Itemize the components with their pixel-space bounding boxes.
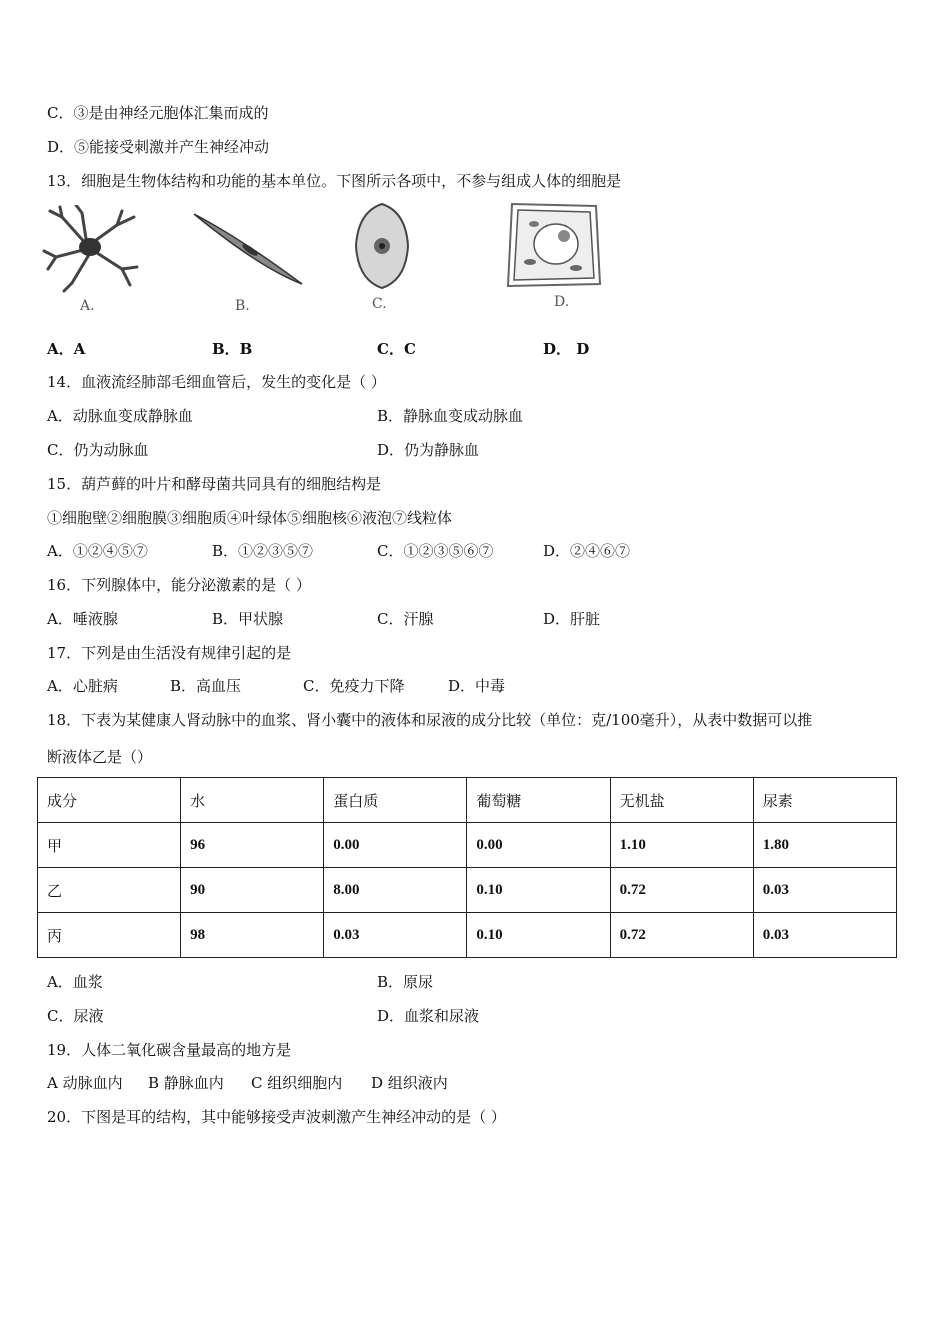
table-cell: 0.10 [467, 868, 610, 913]
q16-option-b: B．甲状腺 [212, 610, 284, 628]
q14-option-a: A．动脉血变成静脉血 [47, 407, 193, 425]
table-row [38, 823, 897, 868]
q15-option-d: D．②④⑥⑦ [543, 542, 631, 560]
q13-figure-row [42, 200, 622, 325]
q20-stem: 20．下图是耳的结构，其中能够接受声波刺激产生神经冲动的是（ ） [47, 1108, 506, 1126]
q16-stem: 16．下列腺体中，能分泌激素的是（ ） [47, 576, 311, 594]
fig-label-c: C. [372, 296, 387, 312]
q16-option-c: C．汗腺 [377, 610, 434, 628]
fig-label-a: A. [80, 298, 95, 314]
table-cell: 0.03 [753, 913, 896, 958]
table-cell: 0.72 [610, 913, 753, 958]
q18-option-a: A．血浆 [47, 973, 103, 991]
fig-label-d: D. [554, 294, 570, 310]
table-cell: 乙 [38, 868, 181, 913]
table-header-cell: 无机盐 [610, 778, 753, 823]
q15-structures: ①细胞壁②细胞膜③细胞质④叶绿体⑤细胞核⑥液泡⑦线粒体 [47, 509, 453, 527]
table-header-cell: 成分 [38, 778, 181, 823]
q14-option-b: B．静脉血变成动脉血 [377, 407, 524, 425]
q14-stem: 14．血液流经肺部毛细血管后，发生的变化是（ ） [47, 373, 386, 391]
table-cell: 0.03 [753, 868, 896, 913]
epithelial-cell-image [352, 202, 412, 290]
q17-option-a: A．心脏病 [47, 677, 118, 695]
q15-option-b: B．①②③⑤⑦ [212, 542, 314, 560]
q19-option-c: C 组织细胞内 [251, 1074, 343, 1092]
q17-option-d: D．中毒 [448, 677, 506, 695]
q13-option-d: D． D [543, 340, 590, 358]
plant-cell-image [504, 200, 604, 290]
table-row [38, 913, 897, 958]
table-header-row [38, 778, 897, 823]
table-cell: 甲 [38, 823, 181, 868]
q19-stem: 19．人体二氧化碳含量最高的地方是 [47, 1041, 292, 1059]
q19-option-d: D 组织液内 [371, 1074, 448, 1092]
muscle-cell-image [190, 208, 310, 288]
table-cell: 0.00 [324, 823, 467, 868]
table-cell: 90 [181, 868, 324, 913]
q15-stem: 15．葫芦藓的叶片和酵母菌共同具有的细胞结构是 [47, 475, 382, 493]
table-cell: 丙 [38, 913, 181, 958]
q18-stem-line2: 断液体乙是（） [47, 748, 153, 766]
q16-option-a: A．唾液腺 [47, 610, 118, 628]
q13-option-c: C．C [377, 340, 416, 358]
table-cell: 8.00 [324, 868, 467, 913]
table-cell: 0.00 [467, 823, 610, 868]
q17-option-b: B．高血压 [170, 677, 242, 695]
table-cell: 0.10 [467, 913, 610, 958]
q18-option-c: C．尿液 [47, 1007, 104, 1025]
q13-option-b: B．B [212, 340, 253, 358]
table-cell: 1.80 [753, 823, 896, 868]
q18-stem-line1: 18．下表为某健康人肾动脉中的血浆、肾小囊中的液体和尿液的成分比较（单位：克/100毫升），从表中数据可以推 [47, 711, 813, 729]
q15-option-c: C．①②③⑤⑥⑦ [377, 542, 494, 560]
q17-stem: 17．下列是由生活没有规律引起的是 [47, 644, 292, 662]
table-cell: 0.03 [324, 913, 467, 958]
composition-table [37, 777, 897, 958]
q16-option-d: D．肝脏 [543, 610, 601, 628]
q13-option-a: A．A [47, 340, 86, 358]
q13-stem: 13．细胞是生物体结构和功能的基本单位。下图所示各项中，不参与组成人体的细胞是 [47, 172, 622, 190]
table-cell: 96 [181, 823, 324, 868]
q18-option-d: D．血浆和尿液 [377, 1007, 480, 1025]
table-header-cell: 尿素 [753, 778, 896, 823]
table-cell: 1.10 [610, 823, 753, 868]
q15-option-a: A．①②④⑤⑦ [47, 542, 148, 560]
q19-option-b: B 静脉血内 [148, 1074, 224, 1092]
q12-option-d: D．⑤能接受刺激并产生神经冲动 [47, 138, 270, 156]
table-header-cell: 水 [181, 778, 324, 823]
table-header-cell: 葡萄糖 [467, 778, 610, 823]
table-cell: 98 [181, 913, 324, 958]
q19-option-a: A 动脉血内 [47, 1074, 123, 1092]
table-header-cell: 蛋白质 [324, 778, 467, 823]
q12-option-c: C．③是由神经元胞体汇集而成的 [47, 104, 269, 122]
table-row [38, 868, 897, 913]
q14-option-d: D．仍为静脉血 [377, 441, 480, 459]
q18-option-b: B．原尿 [377, 973, 434, 991]
fig-label-b: B. [235, 298, 250, 314]
q17-option-c: C．免疫力下降 [303, 677, 405, 695]
neuron-cell-image [42, 205, 142, 295]
table-cell: 0.72 [610, 868, 753, 913]
q14-option-c: C．仍为动脉血 [47, 441, 149, 459]
